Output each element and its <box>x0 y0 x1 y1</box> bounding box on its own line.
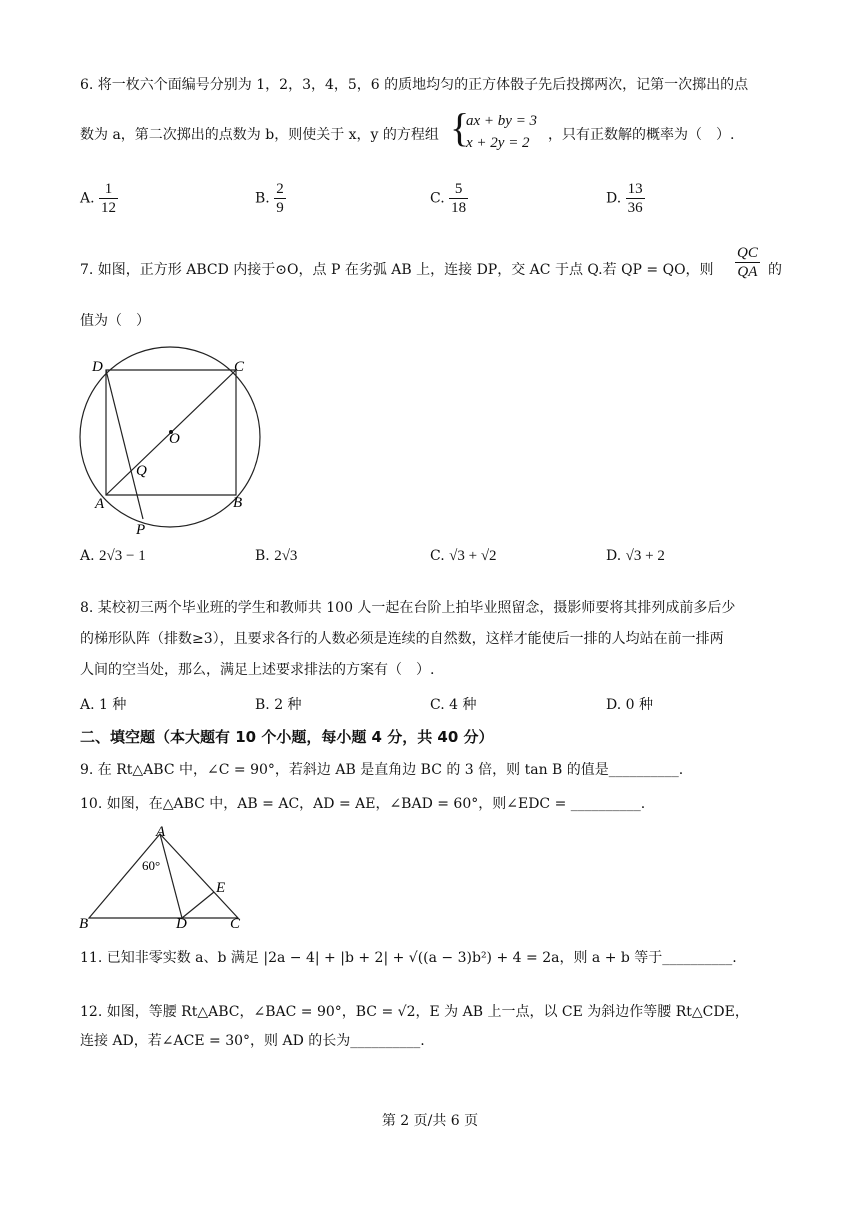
q7-line1-end: 的 <box>768 262 782 278</box>
page-footer: 第 2 页/共 6 页 <box>381 1113 479 1129</box>
segment-de <box>182 892 214 918</box>
option-letter: C. <box>430 190 445 207</box>
q12-line2: 连接 AD，若∠ACE = 30°，则 AD 的长为__________. <box>80 1033 425 1049</box>
q8-line2: 的梯形队阵（排数≥3），且要求各行的人数必须是连续的自然数，这样才能使后一排的人均站在前一排两 <box>80 631 724 647</box>
option-letter: D. <box>606 190 622 207</box>
q6-line2b: ，只有正数解的概率为（ ）. <box>548 127 735 143</box>
label-q: Q <box>136 463 147 479</box>
q7-line1: 7. 如图，正方形 ABCD 内接于⊙O，点 P 在劣弧 AB 上，连接 DP，交 AC 于点 Q.若 QP = QO，则 <box>80 262 714 278</box>
label-a: A <box>95 496 105 512</box>
label-c: C <box>234 359 245 375</box>
section-heading: 二、填空题（本大题有 10 个小题，每小题 4 分，共 40 分） <box>80 728 494 746</box>
q12-line1: 12. 如图，等腰 Rt△ABC，∠BAC = 90°，BC = √2，E 为 AB 上一点，以 CE 为斜边作等腰 Rt△CDE， <box>80 1004 749 1020</box>
q6-eq1: ax + by = 3 <box>466 113 538 129</box>
q6-eq2: x + 2y = 2 <box>466 135 530 151</box>
label-d: D <box>92 359 103 375</box>
q8-option-a[interactable]: A. 1 种 <box>80 697 127 713</box>
q6-line2a: 数为 a，第二次掷出的点数为 b，则使关于 x，y 的方程组 <box>80 127 439 143</box>
q7-option-c[interactable]: C. √3 + √2 <box>430 548 497 564</box>
q9: 9. 在 Rt△ABC 中，∠C = 90°，若斜边 AB 是直角边 BC 的 3 倍，则 tan B 的值是__________. <box>80 762 684 778</box>
angle-label: 60° <box>142 858 161 873</box>
label-o: O <box>169 431 180 447</box>
q6-equation-system <box>466 110 537 154</box>
q6-line1: 6. 将一枚六个面编号分别为 1，2，3，4，5，6 的质地均匀的正方体骰子先后投掷两次，记第一次掷出的点 <box>80 77 749 93</box>
q7-option-b[interactable]: B. 2√3 <box>255 548 298 564</box>
q6-option-b[interactable] <box>255 180 286 217</box>
q6-option-c[interactable] <box>430 180 468 217</box>
fraction: $\frac{2}{9}$ <box>276 181 284 216</box>
q7-figure <box>76 342 276 542</box>
label-b: B <box>233 495 243 511</box>
fraction: $\frac{1}{12}$ <box>101 181 117 216</box>
q7-option-a[interactable]: A. 2√3 − 1 <box>80 548 146 564</box>
q8-option-b[interactable]: B. 2 种 <box>255 697 302 713</box>
q7-line2: 值为（ ） <box>80 313 150 329</box>
option-letter: B. <box>255 190 270 207</box>
label-a: A <box>156 824 166 840</box>
segment-dp <box>106 370 143 519</box>
label-d: D <box>176 916 187 932</box>
q8-option-d[interactable]: D. 0 种 <box>606 697 653 713</box>
label-p: P <box>136 522 146 538</box>
fraction: $\frac{5}{18}$ <box>451 181 467 216</box>
q8-line3: 人间的空当处，那么，满足上述要求排法的方案有（ ）. <box>80 662 435 678</box>
label-b: B <box>79 916 89 932</box>
q10-figure <box>76 822 246 932</box>
q7-fraction: $\frac{QC}{QA}$ <box>737 245 758 280</box>
q6-option-a[interactable] <box>80 180 118 217</box>
option-letter: A. <box>80 190 95 207</box>
label-e: E <box>216 880 226 896</box>
q10-text: 10. 如图，在△ABC 中，AB = AC，AD = AE，∠BAD = 60°，则∠EDC = __________. <box>80 796 646 812</box>
q11: 11. 已知非零实数 a、b 满足 |2a − 4| + |b + 2| + √((a − 3)b²) + 4 = 2a，则 a + b 等于__________. <box>80 950 737 966</box>
q8-option-c[interactable]: C. 4 种 <box>430 697 477 713</box>
q7-option-d[interactable]: D. √3 + 2 <box>606 548 665 564</box>
q8-line1: 8. 某校初三两个毕业班的学生和教师共 100 人一起在台阶上拍毕业照留念，摄影师要将其排列成前多后少 <box>80 600 736 616</box>
equation-brace: { <box>450 105 470 150</box>
q6-option-d[interactable] <box>606 180 645 217</box>
label-c: C <box>230 916 241 932</box>
fraction: $\frac{13}{36}$ <box>627 181 643 216</box>
